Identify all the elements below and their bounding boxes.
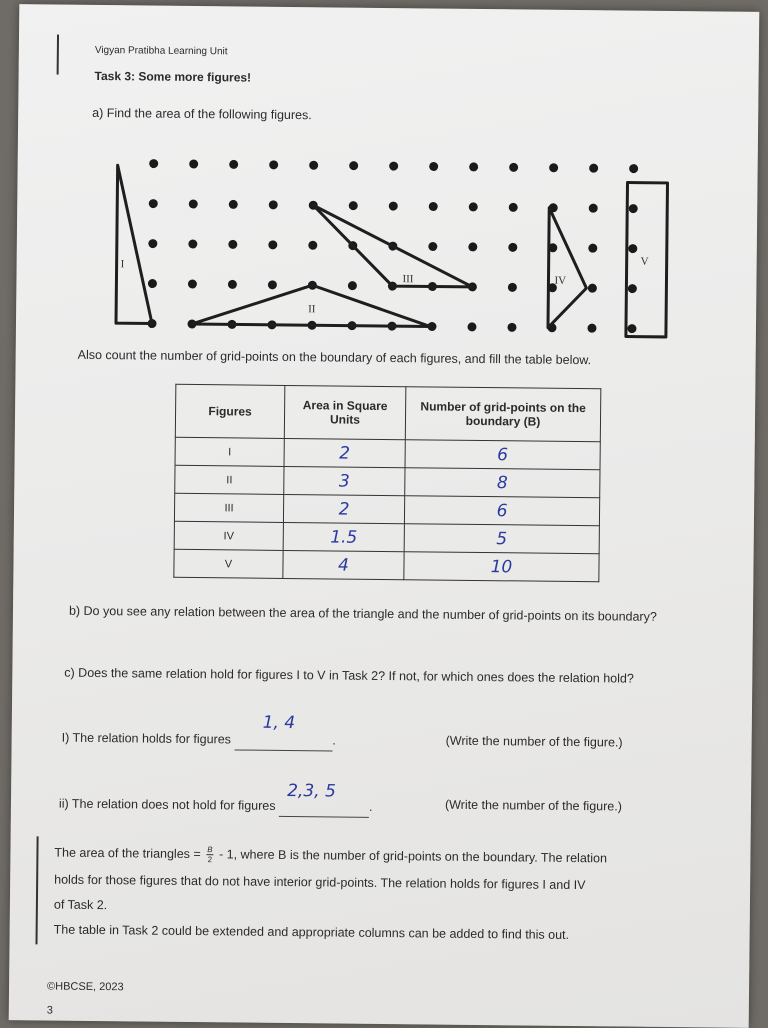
row-area-value[interactable]: 3	[284, 466, 405, 495]
grid-dot	[349, 201, 358, 210]
figure-label-III: III	[402, 273, 414, 286]
grid-dot	[228, 240, 237, 249]
grid-dot	[188, 239, 197, 248]
grid-dot	[189, 199, 198, 208]
grid-dot	[469, 162, 478, 171]
answer-ii-blank[interactable]	[279, 781, 369, 818]
header-area: Area in Square Units	[284, 385, 406, 439]
grid-dot	[228, 280, 237, 289]
page-number: 3	[46, 1004, 53, 1017]
grid-dot	[229, 160, 238, 169]
formula-fraction	[206, 845, 214, 864]
table-row	[175, 465, 600, 497]
grid-dot	[467, 322, 476, 331]
count-instruction: Also count the number of grid-points on the boundary of each figures, and fill the table below.	[77, 347, 592, 368]
grid-dot	[549, 163, 558, 172]
figure-label-II: II	[308, 303, 316, 316]
table-row	[174, 549, 599, 581]
copyright: ©HBCSE, 2023	[46, 980, 124, 994]
grid-dot	[588, 244, 597, 253]
row-area-value[interactable]: 1.5	[283, 522, 404, 551]
grid-dot	[629, 204, 638, 213]
grid-dot	[268, 240, 277, 249]
figure-label-I: I	[120, 258, 125, 271]
answer-ii-row: ii) The relation does not hold for figures 2,3, 5 .	[59, 793, 373, 818]
note-margin-line	[35, 836, 38, 944]
figure-III-shape	[312, 205, 473, 287]
row-boundary-value[interactable]: 10	[404, 552, 599, 582]
grid-dot	[509, 203, 518, 212]
figure-label-IV: IV	[554, 274, 567, 287]
answer-i-row: I) The relation holds for figures 1, 4 .	[62, 727, 336, 752]
worksheet-page	[9, 4, 760, 1028]
row-area-value[interactable]: 4	[283, 550, 404, 579]
grid-dot	[627, 324, 636, 333]
grid-dot	[269, 200, 278, 209]
grid-dot	[507, 323, 516, 332]
grid-dot	[189, 159, 198, 168]
grid-dot	[268, 280, 277, 289]
fraction-denominator: 2	[207, 855, 213, 865]
note-line-4: The table in Task 2 could be extended and appropriate columns can be added to find this out.	[53, 922, 570, 942]
part-c-question: c) Does the same relation hold for figures I to V in Task 2? If not, for which ones does the relation hold?	[64, 665, 634, 686]
part-b-question: b) Do you see any relation between the area of the triangle and the number of grid-points on its boundary?	[68, 603, 657, 624]
row-boundary-value[interactable]: 5	[404, 524, 599, 554]
header-boundary-points: Number of grid-points on the boundary (B)	[405, 387, 601, 442]
unit-header: Vigyan Pratibha Learning Unit	[94, 44, 228, 58]
table-row	[174, 521, 599, 553]
grid-dot	[389, 202, 398, 211]
grid-dot	[589, 204, 598, 213]
figure-label-V: V	[640, 255, 649, 268]
binding-mark	[57, 35, 59, 75]
row-boundary-value[interactable]: 6	[404, 496, 599, 526]
grid-dot	[587, 324, 596, 333]
grid-dot	[508, 283, 517, 292]
row-boundary-value[interactable]: 8	[405, 468, 600, 498]
grid-dot	[429, 202, 438, 211]
figure-I-shape	[116, 165, 154, 323]
fraction-numerator: B	[207, 845, 213, 855]
note-formula-rest: - 1, where B is the number of grid-points on the boundary. The relation	[218, 847, 608, 866]
grid-dot	[389, 162, 398, 171]
note-line-3: of Task 2.	[53, 897, 108, 913]
grid-dot	[589, 164, 598, 173]
answer-i-blank[interactable]	[234, 712, 332, 751]
row-figure-label: I	[175, 437, 284, 466]
dot-grid-figures	[76, 145, 678, 351]
header-figures: Figures	[175, 384, 285, 438]
grid-dot	[309, 161, 318, 170]
grid-dot	[149, 199, 158, 208]
answer-ii-label: ii) The relation does not hold for figures	[58, 796, 276, 813]
figure-IV-shape	[548, 208, 587, 328]
table-row	[175, 437, 600, 469]
grid-dot	[229, 200, 238, 209]
grid-dot	[588, 284, 597, 293]
note-line-1	[54, 843, 714, 871]
grid-dot	[429, 162, 438, 171]
answer-i-label: I) The relation holds for figures	[61, 730, 232, 747]
answer-ii-note: (Write the number of the figure.)	[444, 797, 622, 814]
grid-dot	[629, 164, 638, 173]
table-header-row	[175, 384, 601, 441]
part-a-prompt: a) Find the area of the following figures.	[92, 105, 312, 123]
task-title: Task 3: Some more figures!	[94, 68, 252, 85]
results-table	[173, 384, 601, 582]
grid-dot	[468, 242, 477, 251]
grid-dot	[349, 161, 358, 170]
grid-dot	[269, 160, 278, 169]
grid-dot	[148, 239, 157, 248]
grid-dot	[428, 242, 437, 251]
note-line-2: holds for those figures that do not have interior grid-points. The relation holds for figures I and IV	[54, 872, 586, 893]
row-area-value[interactable]: 2	[283, 494, 404, 523]
grid-dot	[308, 241, 317, 250]
grid-dot	[348, 281, 357, 290]
table-row	[174, 493, 599, 525]
grid-dot	[508, 243, 517, 252]
grid-dot	[469, 202, 478, 211]
row-area-value[interactable]: 2	[284, 438, 405, 467]
answer-ii-value: 2,3, 5	[287, 781, 336, 802]
note-formula-intro: The area of the triangles =	[54, 845, 201, 862]
grid-dot	[628, 244, 637, 253]
row-figure-label: II	[175, 465, 284, 494]
grid-dot	[188, 279, 197, 288]
grid-dot	[148, 279, 157, 288]
grid-dot	[149, 159, 158, 168]
row-boundary-value[interactable]: 6	[405, 440, 600, 470]
grid-dot	[509, 163, 518, 172]
teacher-note	[54, 843, 715, 948]
answer-i-value: 1, 4	[262, 712, 296, 734]
grid-dot	[628, 284, 637, 293]
answer-i-note: (Write the number of the figure.)	[445, 733, 623, 750]
row-figure-label: IV	[174, 521, 283, 550]
row-figure-label: III	[174, 493, 283, 522]
row-figure-label: V	[174, 549, 283, 578]
